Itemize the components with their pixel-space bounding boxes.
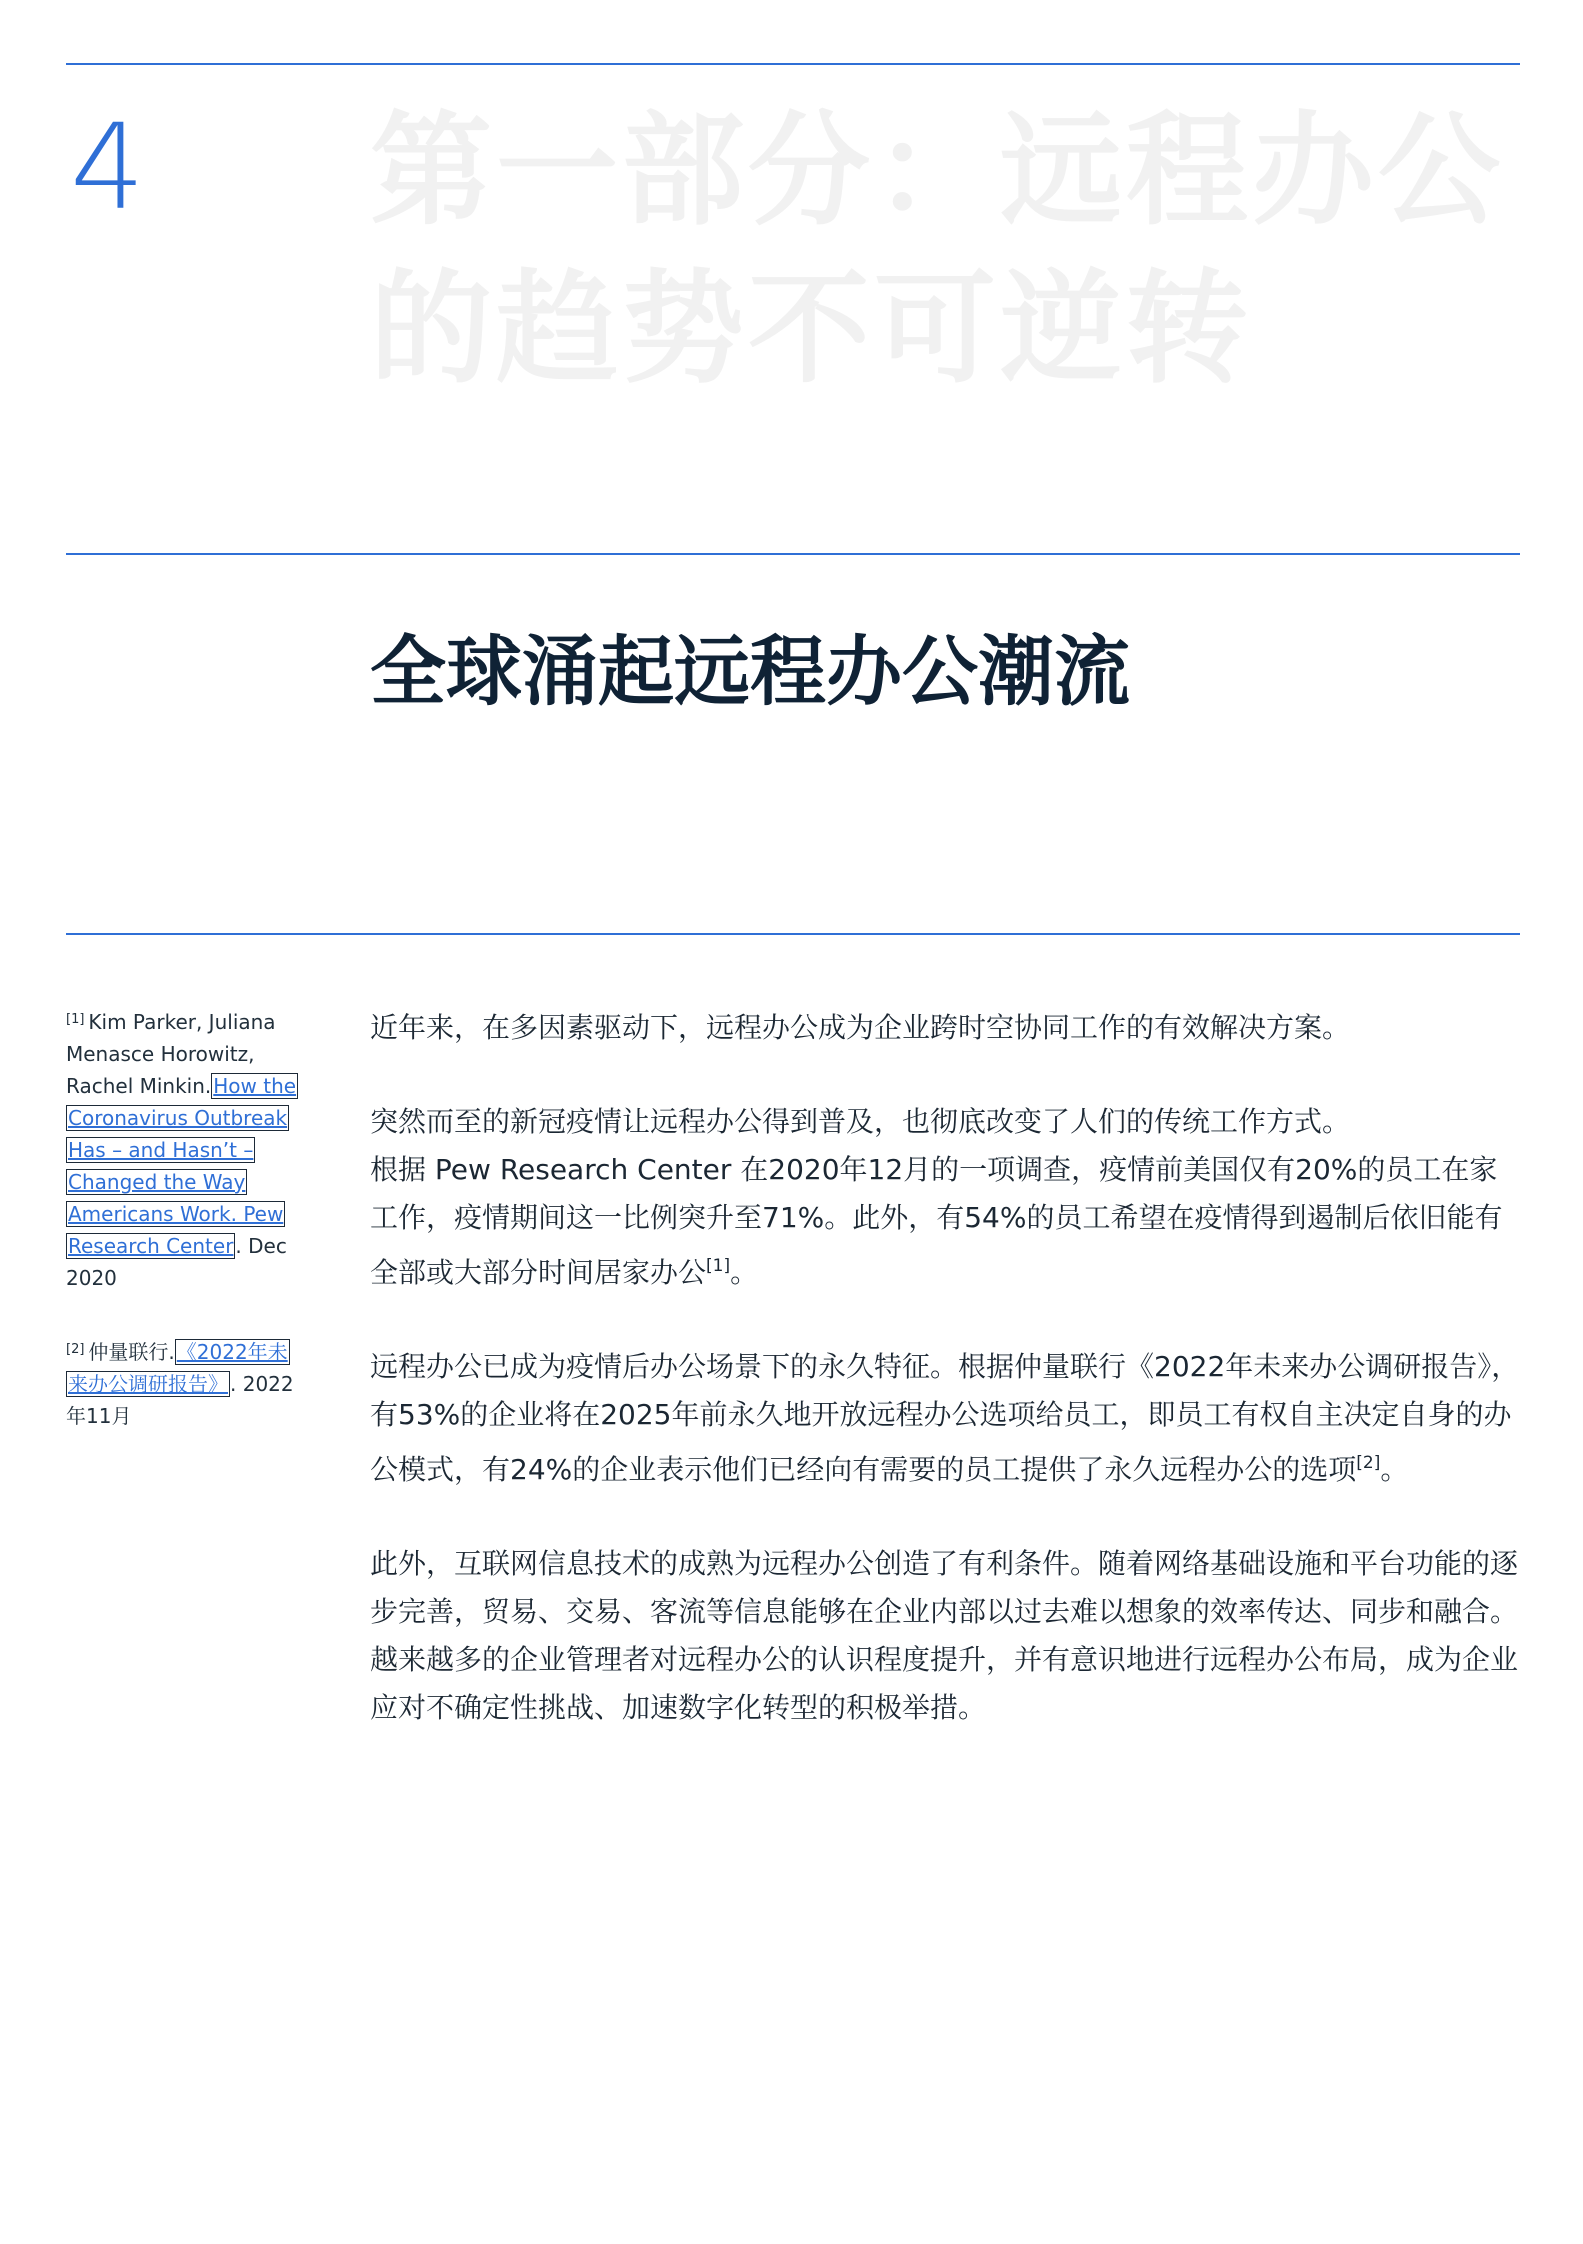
sidenotes xyxy=(66,1004,306,1472)
sidenote-link[interactable]: 《2022年未来办公调研报告》 xyxy=(68,1340,288,1396)
paragraph-3 xyxy=(370,1343,1520,1494)
sidenote-suffix: . 2022年11月 xyxy=(66,1372,294,1428)
top-divider xyxy=(66,63,1520,65)
sidenote-marker: [1] xyxy=(66,1012,85,1027)
paragraph-2b-text: 根据 Pew Research Center 在2020年12月的一项调查，疫情前美国仅有20%的员工在家工作，疫情期间这一比例突升至71%。此外，有54%的员工希望在疫情得到遏制后依旧能有全部或大部分时间居家办公 xyxy=(370,1153,1503,1289)
paragraph-4: 此外，互联网信息技术的成熟为远程办公创造了有利条件。随着网络基础设施和平台功能的逐步完善，贸易、交易、客流等信息能够在企业内部以过去难以想象的效率传达、同步和融合。越来越多的企业管理者对远程办公的认识程度提升，并有意识地进行远程办公布局，成为企业应对不确定性挑战、加速数字化转型的积极举措。 xyxy=(370,1547,1519,1724)
sidenote-prefix: Kim Parker, Juliana Menasce Horowitz, Rachel Minkin. xyxy=(66,1010,276,1098)
chapter-number: 4 xyxy=(70,98,146,236)
paragraph-2b-end: 。 xyxy=(730,1256,759,1289)
paragraph-1: 近年来，在多因素驱动下，远程办公成为企业跨时空协同工作的有效解决方案。 xyxy=(370,1011,1351,1044)
sidenote-marker: [2] xyxy=(66,1342,85,1357)
sidenote-link[interactable]: How the Coronavirus Outbreak Has – and Hasn’t – Changed the Way Americans Work. Pew Research Center xyxy=(68,1074,297,1258)
body-text xyxy=(370,1004,1520,1732)
section-divider xyxy=(66,553,1520,555)
paragraph-3-text: 远程办公已成为疫情后办公场景下的永久特征。根据仲量联行《2022年未来办公调研报告》，有53%的企业将在2025年前永久地开放远程办公选项给员工，即员工有权自主决定自身的办公模式，有24%的企业表示他们已经向有需要的员工提供了永久远程办公的选项 xyxy=(370,1350,1520,1486)
chapter-title: 第一部分：远程办公的趋势不可逆转 xyxy=(370,100,1504,400)
sidenote-prefix: 仲量联行. xyxy=(88,1340,175,1364)
footnote-ref-1[interactable]: [1] xyxy=(706,1256,731,1276)
paragraph-3-end: 。 xyxy=(1380,1453,1409,1486)
paragraph-2b xyxy=(370,1146,1520,1297)
sidenote-1 xyxy=(66,1004,306,1294)
section-title: 全球涌起远程办公潮流 xyxy=(370,627,1130,716)
footnote-ref-2[interactable]: [2] xyxy=(1356,1453,1381,1473)
paragraph-2a: 突然而至的新冠疫情让远程办公得到普及，也彻底改变了人们的传统工作方式。 xyxy=(370,1105,1351,1138)
sidenote-2 xyxy=(66,1334,306,1432)
content-divider xyxy=(66,933,1520,935)
sidenote-suffix: . Dec 2020 xyxy=(66,1234,287,1290)
